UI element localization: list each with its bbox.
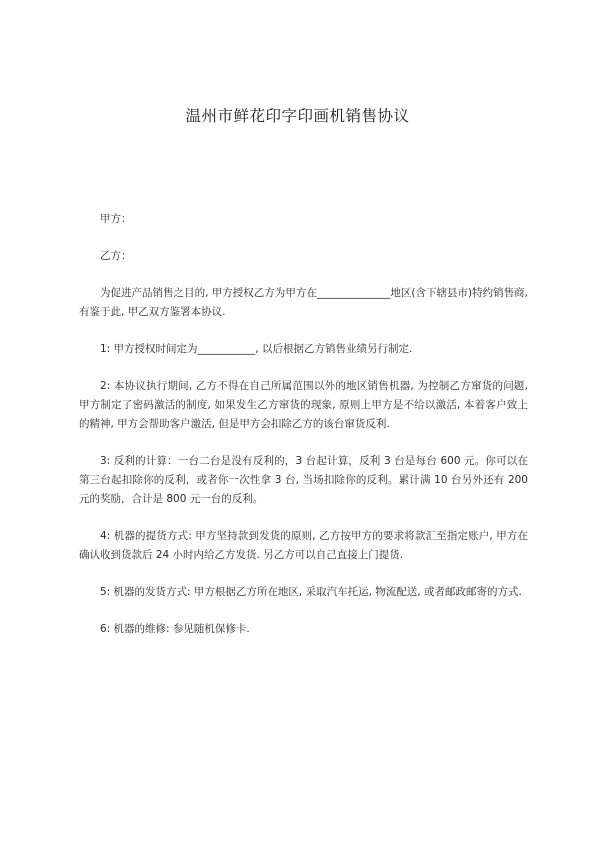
clause-5: 5: 机器的发货方式: 甲方根据乙方所在地区, 采取汽车托运, 物流配送, 或者邮政邮寄的方式. (100, 586, 522, 598)
document-body (79, 210, 528, 639)
clause-6: 6: 机器的维修: 参见随机保修卡. (100, 623, 250, 635)
clause-1: 1: 甲方授权时间定为___________, 以后根据乙方销售业绩另行制定. (100, 343, 413, 355)
party-a-line: 甲方： (100, 213, 132, 225)
document-title: 温州市鲜花印字印画机销售协议 (185, 107, 410, 125)
party-b-line: 乙方： (100, 250, 132, 262)
clause-4: 4: 机器的提货方式: 甲方坚持款到发货的原则, 乙方按甲方的要求将款汇至指定账户, 甲方在确认收到货款后 24 小时内给乙方发货. 另乙方可以自己直接上门提货. (79, 530, 528, 561)
intro-paragraph: 为促进产品销售之目的, 甲方授权乙方为甲方在______________地区(含下辖县市)特约销售商, 有鉴于此, 甲乙双方鉴署本协议. (79, 287, 528, 318)
clause-3: 3: 反利的计算：一台二台是没有反利的，3 台起计算，反利 3 台是每台 600 元。你可以在第三台起扣除你的反利，或者你一次性拿 3 台, 当场扣除你的反利。累计满 10 台另外还有 200 元的奖励，合计是 800 元一台的反利。 (79, 455, 528, 505)
clause-2: 2: 本协议执行期间, 乙方不得在自己所属范围以外的地区销售机器, 为控制乙方窜货的问题, 甲方制定了密码激活的制度, 如果发生乙方窜货的现象, 原则上甲方是不给以激活, 本着客户致上的精神, 甲方会帮助客户激活, 但是甲方会扣除乙方的该台窜货反利. (79, 380, 528, 430)
